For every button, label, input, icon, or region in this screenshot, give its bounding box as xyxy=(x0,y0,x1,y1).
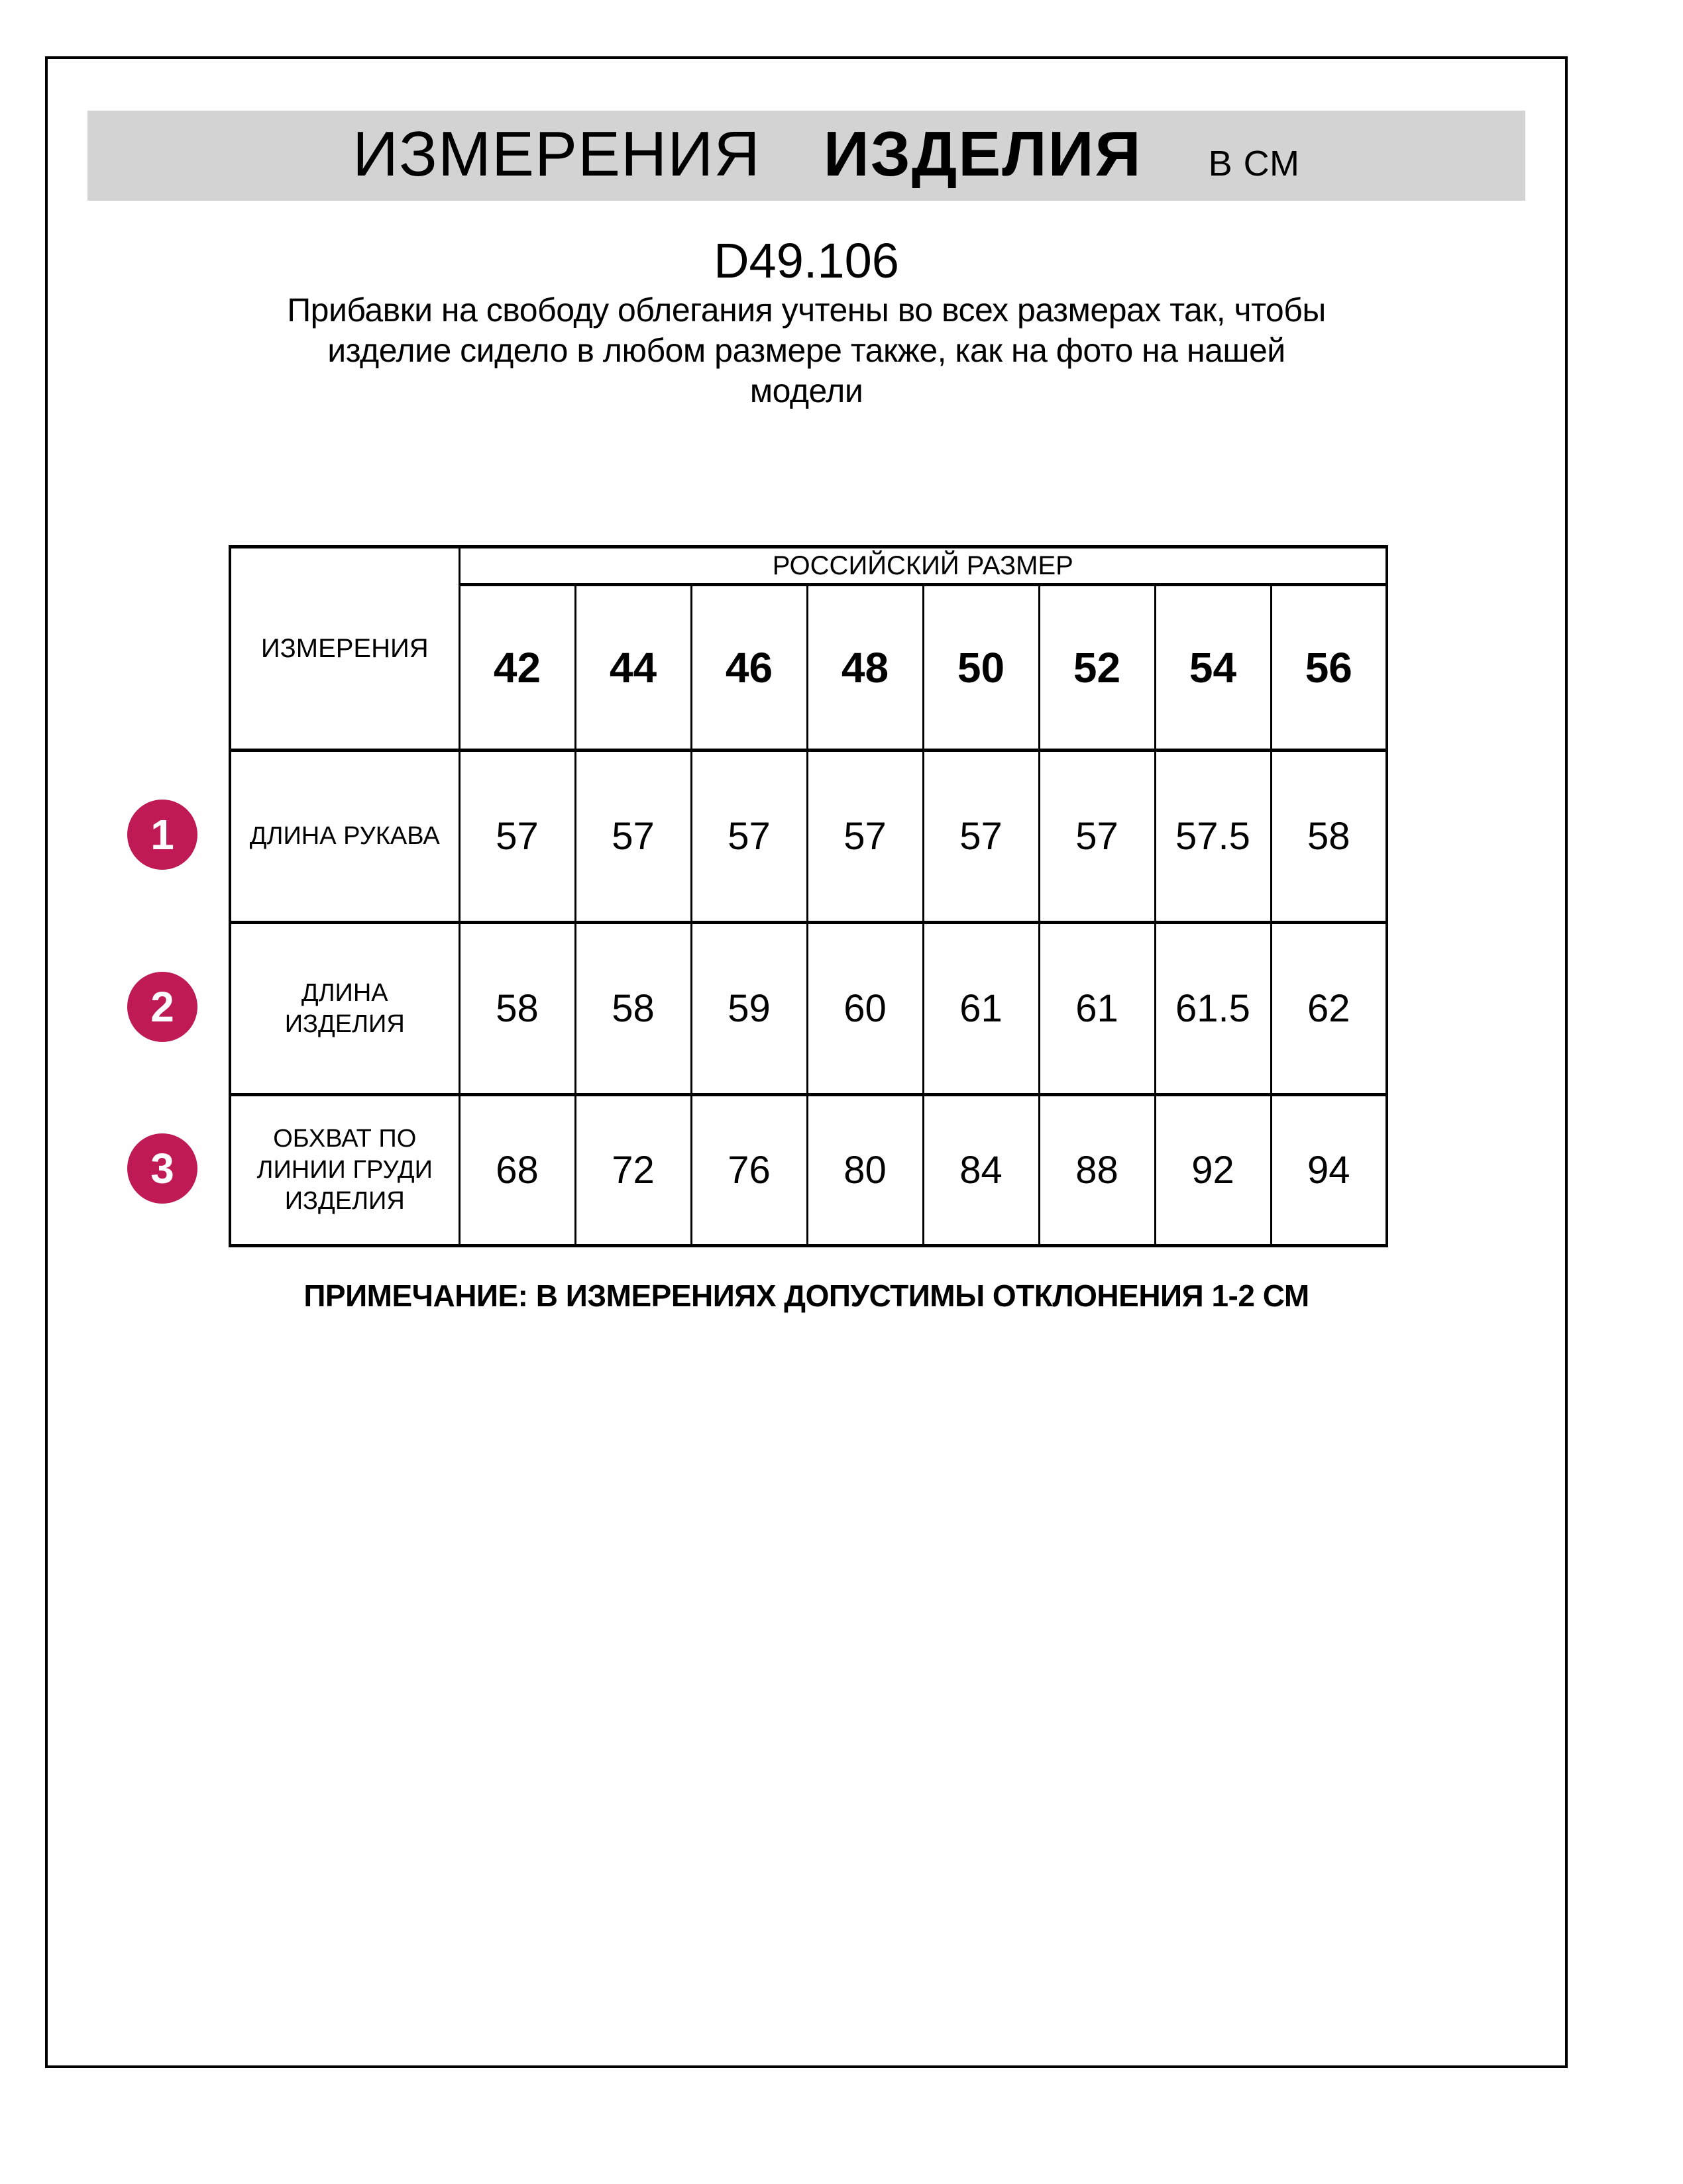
marker-circle-1: 1 xyxy=(127,800,197,870)
measurement-value: 57 xyxy=(691,751,807,923)
measurement-value: 61.5 xyxy=(1155,923,1271,1095)
measurement-value: 68 xyxy=(459,1095,575,1246)
row-label-line: ЛИНИИ ГРУДИ xyxy=(256,1156,433,1184)
size-column-header: 44 xyxy=(575,585,691,751)
row-label-line: ИЗДЕЛИЯ xyxy=(284,1010,405,1038)
fit-description-line: модели xyxy=(749,372,863,409)
measurement-value: 57 xyxy=(575,751,691,923)
measurement-value: 72 xyxy=(575,1095,691,1246)
table-corner-label: ИЗМЕРЕНИЯ xyxy=(230,547,459,751)
measurement-value: 58 xyxy=(575,923,691,1095)
table-row-chest-girth xyxy=(230,1095,1387,1246)
title-word-product: ИЗДЕЛИЯ xyxy=(823,119,1142,189)
title-word-measurements: ИЗМЕРЕНИЯ xyxy=(353,119,761,189)
page-title xyxy=(87,111,1525,201)
row-label-sleeve-length xyxy=(230,751,459,923)
article-code: D49.106 xyxy=(714,233,899,288)
measurement-value: 57 xyxy=(1039,751,1155,923)
size-column-header: 56 xyxy=(1271,585,1387,751)
measurement-value: 80 xyxy=(807,1095,923,1246)
measurement-value: 76 xyxy=(691,1095,807,1246)
measurement-value: 60 xyxy=(807,923,923,1095)
measurement-value: 84 xyxy=(923,1095,1039,1246)
size-column-header: 54 xyxy=(1155,585,1271,751)
table-row-sleeve-length xyxy=(230,751,1387,923)
measurement-value: 58 xyxy=(1271,751,1387,923)
measurement-value: 57 xyxy=(923,751,1039,923)
title-unit-cm: В СМ xyxy=(1208,144,1301,183)
fit-description-line: Прибавки на свободу облегания учтены во всех размерах так, чтобы xyxy=(287,291,1326,329)
size-column-header: 46 xyxy=(691,585,807,751)
measurement-value: 61 xyxy=(923,923,1039,1095)
measurement-value: 92 xyxy=(1155,1095,1271,1246)
fit-description xyxy=(45,290,1568,411)
size-column-header: 50 xyxy=(923,585,1039,751)
measurement-value: 57 xyxy=(807,751,923,923)
title-band xyxy=(87,111,1525,201)
russian-size-header: РОССИЙСКИЙ РАЗМЕР xyxy=(459,547,1387,585)
marker-circle-2: 2 xyxy=(127,972,197,1042)
marker-circle-3: 3 xyxy=(127,1133,197,1204)
measurement-value: 62 xyxy=(1271,923,1387,1095)
measurements-table xyxy=(229,545,1388,1247)
measurement-value: 57.5 xyxy=(1155,751,1271,923)
measurement-value: 94 xyxy=(1271,1095,1387,1246)
fit-description-line: изделие сидело в любом размере также, как на фото на нашей xyxy=(327,332,1285,369)
row-label-line: ДЛИНА xyxy=(301,978,388,1007)
tolerance-note: ПРИМЕЧАНИЕ: В ИЗМЕРЕНИЯХ ДОПУСТИМЫ ОТКЛОНЕНИЯ 1-2 СМ xyxy=(303,1278,1309,1313)
size-column-header: 42 xyxy=(459,585,575,751)
size-column-header: 52 xyxy=(1039,585,1155,751)
table-row-product-length xyxy=(230,923,1387,1095)
measurement-value: 88 xyxy=(1039,1095,1155,1246)
row-label-chest-girth xyxy=(230,1095,459,1246)
row-label-line: ИЗДЕЛИЯ xyxy=(284,1187,405,1215)
row-label-line: ОБХВАТ ПО xyxy=(273,1125,417,1153)
row-label-product-length xyxy=(230,923,459,1095)
measurement-value: 61 xyxy=(1039,923,1155,1095)
measurement-value: 57 xyxy=(459,751,575,923)
size-column-header: 48 xyxy=(807,585,923,751)
measurement-value: 59 xyxy=(691,923,807,1095)
row-label-line: ДЛИНА РУКАВА xyxy=(249,822,440,850)
measurement-value: 58 xyxy=(459,923,575,1095)
